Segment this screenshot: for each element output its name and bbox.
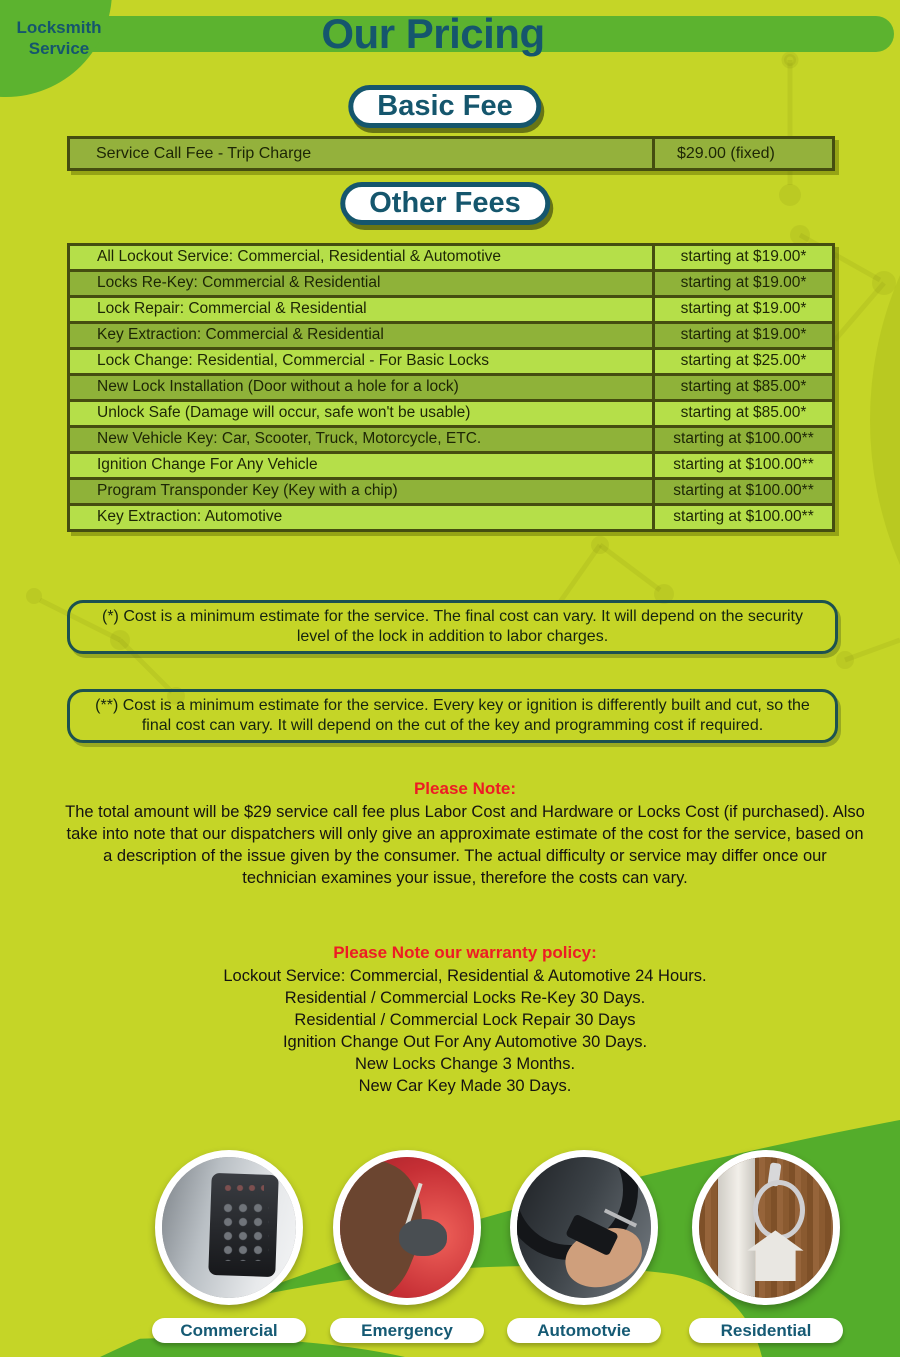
- warranty-line: New Car Key Made 30 Days.: [358, 1077, 572, 1095]
- residential-photo[interactable]: [692, 1150, 840, 1305]
- emergency-photo[interactable]: [333, 1150, 481, 1305]
- table-row: [69, 138, 834, 170]
- warranty-heading: Please Note our warranty policy:: [333, 943, 597, 962]
- lock-cylinder-graphic: [399, 1219, 447, 1256]
- price-cell: starting at $25.00*: [654, 349, 834, 375]
- basic-fee-table: [67, 136, 835, 171]
- price-cell: starting at $19.00*: [654, 297, 834, 323]
- logo-line1: Locksmith: [16, 18, 102, 37]
- table-row: [69, 401, 834, 427]
- price-cell: starting at $19.00*: [654, 323, 834, 349]
- warranty-line: Lockout Service: Commercial, Residential & Automotive 24 Hours.: [223, 967, 707, 985]
- warranty-list: [65, 965, 865, 1097]
- service-cell: Unlock Safe (Damage will occur, safe won't be usable): [69, 401, 654, 427]
- warranty-line: Residential / Commercial Locks Re-Key 30 Days.: [284, 989, 646, 1007]
- service-cell: Locks Re-Key: Commercial & Residential: [69, 271, 654, 297]
- service-cell: Key Extraction: Automotive: [69, 505, 654, 531]
- price-cell: starting at $85.00*: [654, 401, 834, 427]
- service-cell: All Lockout Service: Commercial, Residential & Automotive: [69, 245, 654, 271]
- warranty-line: Ignition Change Out For Any Automotive 30 Days.: [282, 1033, 648, 1051]
- service-cell: Key Extraction: Commercial & Residential: [69, 323, 654, 349]
- table-row: [69, 297, 834, 323]
- table-row: [69, 453, 834, 479]
- residential-label[interactable]: Residential: [689, 1318, 843, 1343]
- service-cell: New Lock Installation (Door without a hole for a lock): [69, 375, 654, 401]
- please-note-body: The total amount will be $29 service call fee plus Labor Cost and Hardware or Locks Cost (if purchased). Also take into note that our dispatchers will only give an approximate estimate of the cost for the service, based on a description of the issue given by the consumer. The actual difficulty or service may differ once our technician examines your issue, therefore the costs can vary.: [65, 803, 865, 887]
- service-cell: Lock Repair: Commercial & Residential: [69, 297, 654, 323]
- other-fees-table: [67, 243, 835, 532]
- service-cell: New Vehicle Key: Car, Scooter, Truck, Motorcycle, ETC.: [69, 427, 654, 453]
- footnote-single-star: (*) Cost is a minimum estimate for the service. The final cost can vary. It will depend on the security level of the lock in addition to labor charges.: [67, 600, 838, 654]
- commercial-photo[interactable]: [155, 1150, 303, 1305]
- price-cell: starting at $19.00*: [654, 245, 834, 271]
- warranty-line: Residential / Commercial Lock Repair 30 Days: [294, 1011, 636, 1029]
- logo-line2: Service: [28, 39, 90, 58]
- service-cell: Service Call Fee - Trip Charge: [69, 138, 654, 170]
- service-cell: Lock Change: Residential, Commercial - For Basic Locks: [69, 349, 654, 375]
- automotive-photo[interactable]: [510, 1150, 658, 1305]
- page-title: Our Pricing: [321, 10, 545, 57]
- price-cell: starting at $100.00**: [654, 479, 834, 505]
- price-cell: starting at $19.00*: [654, 271, 834, 297]
- price-cell: starting at $100.00**: [654, 427, 834, 453]
- warranty-line: New Locks Change 3 Months.: [354, 1055, 576, 1073]
- price-cell: starting at $100.00**: [654, 505, 834, 531]
- table-row: [69, 375, 834, 401]
- table-row: [69, 323, 834, 349]
- table-row: [69, 479, 834, 505]
- basic-fee-heading: Basic Fee: [348, 85, 541, 128]
- service-cell: Program Transponder Key (Key with a chip): [69, 479, 654, 505]
- table-row: [69, 245, 834, 271]
- price-cell: $29.00 (fixed): [654, 138, 834, 170]
- commercial-label[interactable]: Commercial: [152, 1318, 306, 1343]
- keypad-leds-graphic: [224, 1185, 264, 1191]
- other-fees-heading: Other Fees: [340, 182, 550, 225]
- table-row: [69, 271, 834, 297]
- table-row: [69, 505, 834, 531]
- service-cell: Ignition Change For Any Vehicle: [69, 453, 654, 479]
- price-cell: starting at $100.00**: [654, 453, 834, 479]
- table-row: [69, 349, 834, 375]
- price-cell: starting at $85.00*: [654, 375, 834, 401]
- table-row: [69, 427, 834, 453]
- door-frame-graphic: [718, 1157, 756, 1298]
- keypad-buttons-graphic: [221, 1202, 269, 1261]
- please-note-heading: Please Note:: [413, 779, 517, 798]
- footnote-double-star: (**) Cost is a minimum estimate for the service. Every key or ignition is differently built and cut, so the final cost can vary. It will depend on the cut of the key and programming cost if required.: [67, 689, 838, 743]
- emergency-label[interactable]: Emergency: [330, 1318, 484, 1343]
- automotive-label[interactable]: Automotvie: [507, 1318, 661, 1343]
